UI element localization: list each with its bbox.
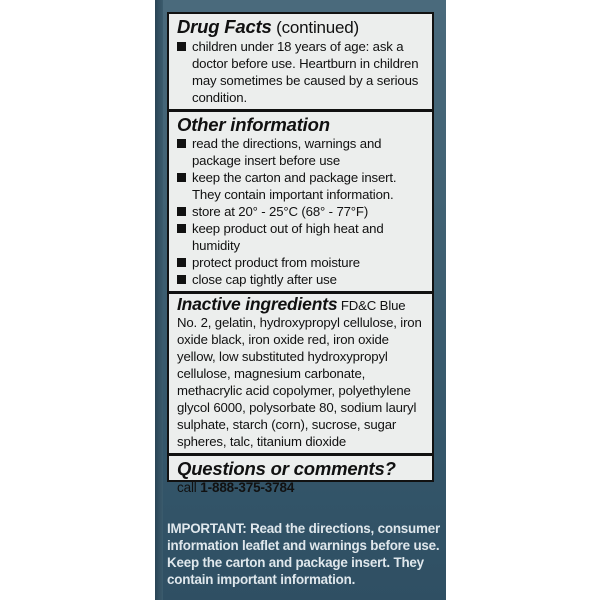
other-information-section [169, 109, 432, 291]
drug-facts-continued-label: (continued) [271, 18, 360, 37]
list-item [177, 135, 426, 169]
phone-number: 1-888-375-3784 [200, 480, 295, 495]
drug-facts-title: Drug Facts [177, 16, 272, 37]
list-item [177, 220, 426, 254]
other-information-heading: Other information [177, 114, 330, 135]
bullet-square-icon [177, 139, 186, 148]
drug-facts-panel [167, 12, 434, 495]
other-info-item-text: close cap tightly after use [192, 272, 337, 287]
bullet-square-icon [177, 173, 186, 182]
inactive-ingredients-paragraph [177, 296, 426, 450]
other-info-item-text: store at 20° - 25°C (68° - 77°F) [192, 204, 369, 219]
call-label: call [177, 480, 201, 495]
list-item [177, 203, 426, 220]
bullet-square-icon [177, 207, 186, 216]
phone-line [177, 479, 426, 496]
bullet-square-icon [177, 224, 186, 233]
other-info-item-text: protect product from moisture [192, 255, 360, 270]
carton-side-panel [155, 0, 446, 600]
questions-heading: Questions or comments? [177, 458, 396, 479]
inactive-ingredients-section [169, 291, 432, 453]
inactive-ingredients-list: FD&C Blue No. 2, gelatin, hydroxypropyl cellulose, iron oxide black, iron oxide red, iron oxide yellow, low substituted hydroxypropyl cellulose, magnesium carbonate, methacrylic acid copolymer, polyethylene glycol 6000, polysorbate 80, sodium lauryl sulphate, starch (corn), sucrose, sugar spheres, talc, titanium dioxide [177, 298, 422, 449]
other-info-item-text: keep product out of high heat and humidity [192, 221, 384, 253]
other-info-item-text: read the directions, warnings and package insert before use [192, 136, 382, 168]
bullet-square-icon [177, 258, 186, 267]
children-warning-text: children under 18 years of age: ask a doctor before use. Heartburn in children may sometimes be caused by a serious condition. [192, 39, 419, 105]
drug-facts-heading [177, 16, 426, 38]
list-item [177, 38, 426, 106]
questions-section [169, 453, 432, 499]
bullet-square-icon [177, 42, 186, 51]
list-item [177, 271, 426, 288]
important-notice: IMPORTANT: Read the directions, consumer information leaflet and warnings before use. Keep the carton and package insert. They contain important information. [167, 521, 440, 587]
drug-facts-continued-section [169, 14, 432, 109]
list-item [177, 254, 426, 271]
bullet-square-icon [177, 275, 186, 284]
list-item [177, 169, 426, 203]
inactive-ingredients-heading: Inactive ingredients [177, 294, 338, 314]
other-info-item-text: keep the carton and package insert. They contain important information. [192, 170, 397, 202]
